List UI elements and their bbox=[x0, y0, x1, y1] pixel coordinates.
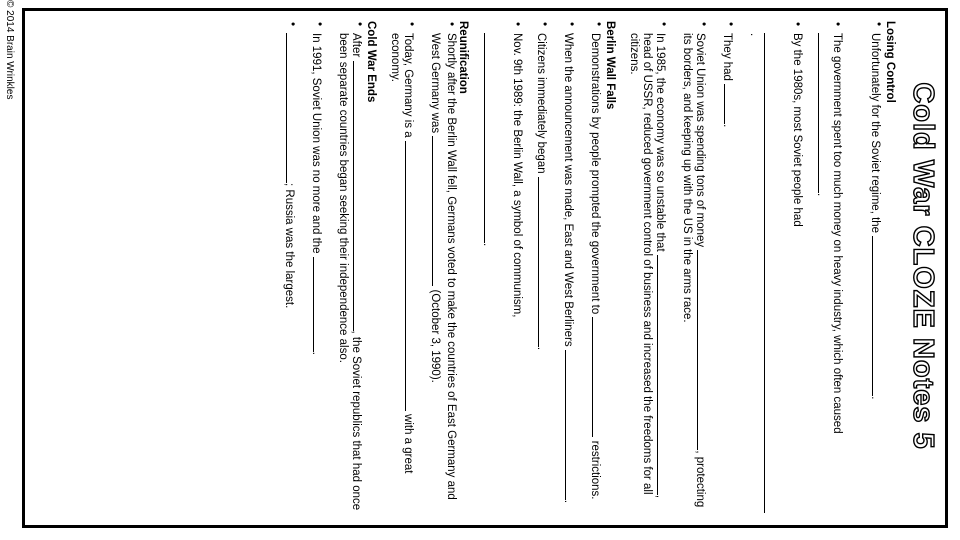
fill-in-blank[interactable] bbox=[592, 317, 604, 437]
fill-in-blank[interactable] bbox=[405, 141, 417, 411]
fill-in-blank[interactable] bbox=[432, 136, 444, 286]
list-item: • They had . bbox=[720, 33, 736, 511]
section-heading-reunification: Reunification bbox=[457, 21, 469, 94]
fill-in-blank[interactable] bbox=[565, 350, 577, 500]
list-item: • After , the Soviet republics that had once been separate countries began seeking their independence also. bbox=[336, 33, 365, 511]
fill-in-blank[interactable] bbox=[657, 255, 669, 495]
berlin-wall-list bbox=[480, 21, 604, 511]
fill-in-blank[interactable] bbox=[353, 61, 365, 331]
list-item: • Shortly after the Berlin Wall fell, Germans voted to make the countries of East Germany and West Germany was (October 3, 1990). bbox=[428, 33, 457, 511]
fill-in-blank[interactable] bbox=[313, 257, 325, 352]
list-item: • ; Russia was the largest. bbox=[282, 33, 298, 511]
list-item: • By the 1980s, most Soviet people had . bbox=[747, 33, 803, 511]
copyright-strip bbox=[0, 0, 18, 540]
fill-in-blank[interactable] bbox=[697, 250, 709, 450]
page-title: Cold War CLOZE Notes 5 bbox=[907, 82, 939, 450]
fill-in-blank[interactable] bbox=[484, 33, 496, 243]
list-item: • Unfortunately for the Soviet regime, the . bbox=[854, 33, 884, 511]
fill-in-blank[interactable] bbox=[286, 33, 298, 183]
list-item: • Citizens immediately began . bbox=[534, 33, 550, 511]
list-item: • Soviet Union was spending tons of money , protecting its borders, and keeping up with the US in the arms race. bbox=[680, 33, 709, 511]
notes-frame bbox=[22, 8, 948, 528]
list-item: • The government spent too much money on heavy industry, which often caused . bbox=[814, 33, 843, 511]
section-heading-cold-war-ends: Cold War Ends bbox=[365, 21, 377, 103]
fill-in-blank[interactable] bbox=[538, 177, 550, 347]
section-heading-losing-control: Losing Control bbox=[884, 21, 896, 103]
notes-sheet bbox=[25, 11, 945, 525]
fill-in-blank[interactable] bbox=[724, 84, 736, 124]
list-item: • Nov. 9th 1989: the Berlin Wall, a symbol of communism, . bbox=[480, 33, 523, 511]
list-item: • Demonstrations by people prompted the government to restrictions. bbox=[588, 33, 604, 511]
reunification-list bbox=[388, 21, 457, 511]
fill-in-blank[interactable] bbox=[872, 236, 884, 396]
section-heading-berlin-wall: Berlin Wall Falls bbox=[604, 21, 616, 110]
list-item: • In 1991, Soviet Union was no more and the . bbox=[309, 33, 325, 511]
cold-war-ends-list bbox=[282, 21, 365, 511]
list-item: • In 1985, the economy was so unstable that , head of USSR, reduced government control of business and increased the freedoms for all citizens. bbox=[627, 33, 669, 511]
fill-in-blank[interactable] bbox=[764, 33, 776, 513]
list-item: • When the announcement was made, East and West Berliners . bbox=[561, 33, 577, 511]
copyright-text: © 2014 Brain Wrinkles bbox=[4, 0, 15, 100]
list-item: • Today, Germany is a with a great economy. bbox=[388, 33, 417, 511]
fill-in-blank[interactable] bbox=[818, 33, 830, 193]
losing-control-list bbox=[627, 21, 884, 511]
